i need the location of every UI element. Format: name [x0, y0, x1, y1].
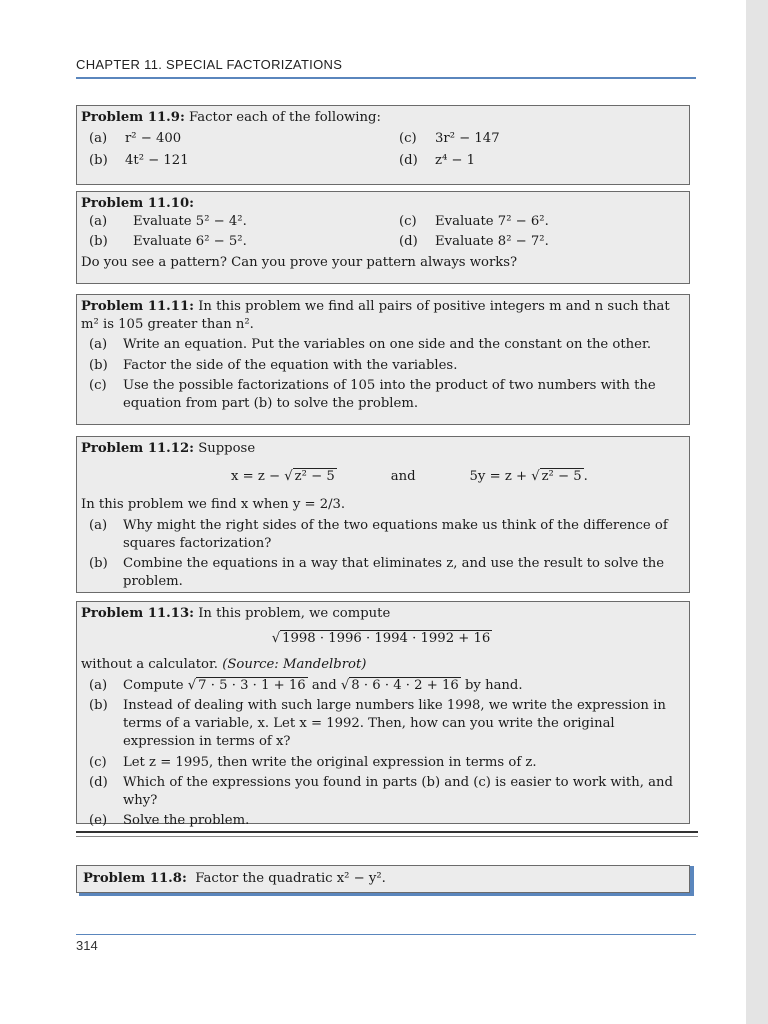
- equation-display: x = z − √ z² − 5 and 5y = z + √ z² − 5 .: [81, 468, 683, 486]
- problem-11-8: [76, 865, 690, 893]
- radicand: z² − 5: [294, 469, 335, 485]
- part-label: (c): [89, 754, 107, 770]
- part-label: (b): [89, 556, 108, 572]
- box-shadow-bottom: [79, 893, 694, 896]
- part-label: (a): [89, 214, 108, 230]
- chapter-title: CHAPTER 11. SPECIAL FACTORIZATIONS: [76, 57, 343, 72]
- part-text: and: [307, 677, 341, 693]
- part-label: (c): [89, 377, 107, 393]
- part-text: Compute: [123, 677, 188, 693]
- part-text: Why might the right sides of the two equations make us think of the difference of squares factorization?: [123, 517, 668, 551]
- part-text: Use the possible factorizations of 105 into the product of two numbers with the equation from part (b) to solve the problem.: [123, 377, 656, 412]
- equation-text: .: [583, 469, 588, 485]
- problem-find: In this problem we find x when y = 2/3.: [81, 497, 346, 513]
- radicand: 1998 · 1996 · 1994 · 1992 + 16: [282, 631, 491, 647]
- part-text: 3r² − 147: [435, 131, 500, 147]
- problem-intro: In this problem, we compute: [198, 606, 391, 621]
- part-label: (a): [89, 131, 108, 147]
- part-text: Evaluate 7² − 6².: [435, 214, 549, 230]
- part-text: Factor the side of the equation with the variables.: [123, 357, 458, 373]
- part-label: (b): [89, 357, 108, 373]
- problem-title: Problem 11.13:: [81, 606, 194, 621]
- part-label: (a): [89, 517, 108, 533]
- problem-11-9: [76, 105, 690, 185]
- problem-11-11: [76, 294, 690, 425]
- problem-intro: In this problem we find all pairs of positive integers m and n such that m² is 105 greater than n².: [81, 299, 670, 333]
- part-label: (c): [399, 131, 417, 147]
- part-label: (d): [399, 234, 418, 250]
- radicand: 7 · 5 · 3 · 1 + 16: [198, 677, 306, 693]
- header-rule: [76, 77, 696, 79]
- part-label: (d): [399, 153, 418, 169]
- part-text: Let z = 1995, then write the original expression in terms of z.: [123, 754, 537, 770]
- part-text: 4t² − 121: [125, 153, 189, 169]
- box-shadow-right: [690, 866, 694, 894]
- part-label: (b): [89, 153, 108, 169]
- problem-11-10: [76, 191, 690, 284]
- problem-title: Problem 11.8:: [83, 871, 187, 886]
- problem-title: Problem 11.10:: [81, 196, 194, 211]
- part-text: Evaluate 6² − 5².: [133, 234, 247, 250]
- problem-text: without a calculator.: [81, 657, 218, 673]
- part-text: Write an equation. Put the variables on one side and the constant on the other.: [123, 337, 652, 353]
- problem-11-12: [76, 436, 690, 593]
- problem-11-13: Problem 11.13: In this problem, we compute √ 1998 · 1996 · 1994 · 1992 + 16 without a calculator. (Source: Mandelbrot) (a) Compute √ 7 · 5 · 3 · 1 + 16 and √ 8 · 6 · 4 · 2 + 16 by hand. (b) Instead of dealing with such large numbers like 1998, we write the expression in terms of a variable, x. Let x = 1992. Then, how can you write the original expression in terms of x? (c) Let z = 1995, then write the original expression in terms of z. (d) Which of the expressions you found in parts (b) and (c) is easier to work with, and why? (e) Solve the problem.: [76, 601, 690, 824]
- radicand: 8 · 6 · 4 · 2 + 16: [351, 677, 459, 693]
- problem-intro: Factor each of the following:: [189, 110, 381, 125]
- part-text: Evaluate 5² − 4².: [133, 214, 247, 230]
- radicand: z² − 5: [541, 469, 582, 485]
- part-label: (c): [399, 214, 417, 230]
- problem-intro: Suppose: [198, 441, 256, 456]
- equation-display: √ 1998 · 1996 · 1994 · 1992 + 16: [271, 631, 491, 647]
- part-label: (d): [89, 774, 108, 790]
- equation-text: 5y = z +: [469, 469, 532, 485]
- page-edge-shadow: [746, 0, 768, 1024]
- problem-text: Factor the quadratic x² − y².: [195, 871, 386, 886]
- problem-title: Problem 11.9:: [81, 110, 185, 125]
- part-label: (e): [89, 813, 108, 829]
- part-label: (b): [89, 697, 108, 713]
- part-label: (b): [89, 234, 108, 250]
- problem-source: (Source: Mandelbrot): [222, 657, 367, 673]
- equation-connector: and: [390, 469, 416, 485]
- footer-rule: [76, 934, 696, 935]
- equation-text: x = z −: [231, 469, 285, 485]
- part-text: Evaluate 8² − 7².: [435, 234, 549, 250]
- problem-title: Problem 11.11:: [81, 299, 194, 314]
- part-text: r² − 400: [125, 131, 182, 147]
- chapter-header: [76, 57, 696, 79]
- part-text: Solve the problem.: [123, 813, 250, 829]
- part-text: Instead of dealing with such large numbers like 1998, we write the expression in terms of a variable, x. Let x = 1992. Then, how can you write the original expression in terms of x?: [123, 697, 666, 750]
- part-text: z⁴ − 1: [435, 153, 476, 169]
- section-divider-thin: [76, 836, 698, 837]
- problem-question: Do you see a pattern? Can you prove your pattern always works?: [81, 254, 518, 270]
- section-divider: [76, 831, 698, 833]
- part-label: (a): [89, 677, 108, 693]
- part-label: (a): [89, 337, 108, 353]
- page-number: 314: [76, 938, 98, 953]
- part-text: Combine the equations in a way that eliminates z, and use the result to solve the problem.: [123, 556, 665, 590]
- part-text: by hand.: [460, 677, 523, 693]
- part-text: Which of the expressions you found in parts (b) and (c) is easier to work with, and why?: [123, 774, 673, 808]
- problem-title: Problem 11.12:: [81, 441, 194, 456]
